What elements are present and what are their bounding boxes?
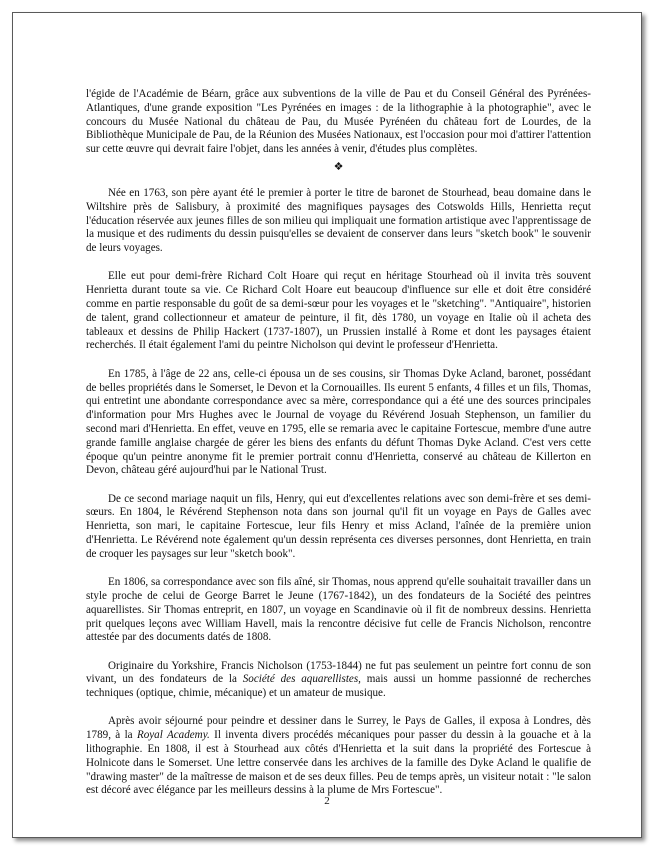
italic-society-name: Société des aquarellistes, — [242, 673, 361, 686]
paragraph-correspondence: En 1806, sa correspondance avec son fils aîné, sir Thomas, nous apprend qu'elle souhaitait travailler dans un style proche de celui de George Barret le Jeune (1767-1842), un des fondateurs de la Société des peintres aquarellistes. Sir Thomas entreprit, en 1807, un voyage en Scandinavie où il fit de nombreux dessins. Henrietta prit quelques leçons avec William Havell, mais la rencontre décisive fut celle de Francis Nicholson, rencontre attestée par des documents datés de 1808. — [86, 576, 591, 644]
page-number: 2 — [324, 795, 330, 807]
paragraph-text: Après avoir séjourné pour peindre et dessiner dans le Surrey, le Pays de Galles, il exposa à Londres, dès 1789, à la — [86, 715, 591, 742]
paragraph-text: Il inventa divers procédés mécaniques pour passer du dessin à la gouache et à la lithographie. En 1808, il est à Stourhead aux côtés d'Henrietta et la suit dans la propriété des Fortescue à Holnicote dans le Somerset. Une lettre conservée dans les archives de la famille des Dyke Acland le qualifie de "drawing master" de la maîtresse de maison et de ses deux filles. Peu de temps après, un visiteur notait : "le salon est décoré avec élégance par les meilleurs dessins à la plume de Mrs Fortescue". — [86, 729, 591, 797]
italic-royal-academy: Royal Academy. — [136, 729, 210, 742]
page-body — [86, 88, 591, 813]
paragraph-text: Originaire du Yorkshire, Francis Nicholson (1753-1844) ne fut pas seulement un peintre fort connu de son vivant, un des fondateurs de la — [86, 659, 591, 686]
paragraph-text: mais aussi un homme passionné de recherches techniques (optique, chimie, mécanique) et un amateur de musique. — [86, 673, 591, 700]
paragraph-marriage: En 1785, à l'âge de 22 ans, celle-ci épousa un de ses cousins, sir Thomas Dyke Acland, baronet, possédant de belles propriétés dans le Somerset, le Devon et la Cornouailles. Ils eurent 5 enfants, 4 filles et un fils, Thomas, qui entretint une abondante correspondance avec sa mère, correspondance qui a été une des sources principales d'information pour Mrs Hughes avec le Journal de voyage du Révérend Josuah Stephenson, un familier du second mari d'Henrietta. En effet, veuve en 1795, elle se remaria avec le capitaine Fortescue, membre d'une autre grande famille anglaise chargée de gérer les biens des enfants du défunt Thomas Dyke Acland. C'est vers cette époque qu'un peintre anonyme fit le premier portrait connu d'Henrietta, conservé au château de Killerton en Devon, château géré aujourd'hui par le National Trust. — [86, 367, 591, 477]
paragraph-intro: l'égide de l'Académie de Béarn, grâce aux subventions de la ville de Pau et du Conseil Général des Pyrénées-Atlantiques, d'une grande exposition "Les Pyrénées en images : de la lithographie à la photographie", avec le concours du Musée National du château de Pau, du Musée Pyrénéen du château fort de Lourdes, de la Bibliothèque Municipale de Pau, de la Réunion des Musées Nationaux, est l'occasion pour moi d'attirer l'attention sur cette œuvre qui devrait faire l'objet, dans les années à venir, d'études plus complètes. — [86, 88, 591, 156]
paragraph-nicholson-career — [86, 715, 591, 798]
document-page — [12, 12, 642, 838]
paragraph-nicholson-origin — [86, 660, 591, 701]
section-ornament: ❖ — [333, 159, 344, 173]
paragraph-second-marriage: De ce second mariage naquit un fils, Henry, qui eut d'excellentes relations avec son demi-frère et ses demi-sœurs. En 1804, le Révérend Stephenson nota dans son journal qu'il fit un voyage en Pays de Galles avec Henrietta, son mari, le capitaine Fortescue, leur fils Henry et miss Acland, l'aînée de la première union d'Henrietta. Le Révérend note également qu'un dessin représenta ces diverses personnes, dont Henrietta, en train de croquer les paysages sur leur "sketch book". — [86, 492, 591, 560]
paragraph-half-brother: Elle eut pour demi-frère Richard Colt Hoare qui reçut en héritage Stourhead où il invita très souvent Henrietta durant toute sa vie. Ce Richard Colt Hoare eut beaucoup d'influence sur elle et doit être considéré comme en partie responsable du goût de sa demi-sœur pour les voyages et le "sketching". "Antiquaire", historien de talent, grand collectionneur et amateur de peinture, il fit, dès 1780, un voyage en Italie où il acheta des tableaux et dessins de Philip Hackert (1737-1807), un Prussien installé à Rome et dont les paysages étaient recherchés. Il était également l'ami du peintre Nicholson qui devint le professeur d'Henrietta. — [86, 270, 591, 352]
paragraph-birth: Née en 1763, son père ayant été le premier à porter le titre de baronet de Stourhead, beau domaine dans le Wiltshire près de Salisbury, à proximité des magnifiques paysages des Cotswolds Hills, Henrietta reçut l'éducation réservée aux jeunes filles de son milieu qui impliquait une formation artistique avec l'apprentissage de la musique et des rudiments du dessin puisqu'elles se devaient de conserver dans leurs "sketch book" le souvenir de leurs voyages. — [86, 186, 591, 255]
